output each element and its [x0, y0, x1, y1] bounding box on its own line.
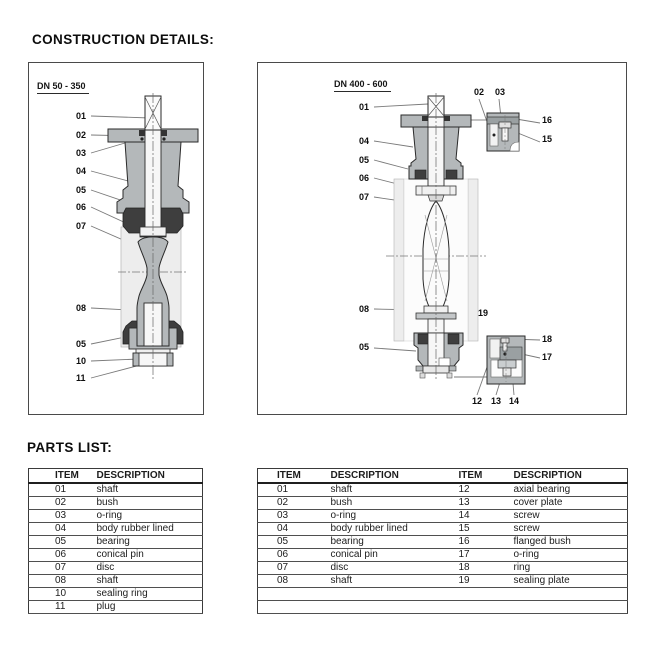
diagram-box-dn-50-350	[28, 62, 204, 415]
callout-label-05: 05	[76, 185, 87, 195]
table-cell: o-ring	[509, 548, 628, 561]
table-cell: o-ring	[95, 509, 203, 522]
callout-label-04: 04	[359, 136, 370, 146]
callout-label-02: 02	[76, 130, 87, 140]
table-cell: screw	[509, 509, 628, 522]
table-cell: shaft	[318, 574, 448, 587]
table-cell	[318, 600, 448, 613]
callout-label-10: 10	[76, 356, 87, 366]
table-row	[29, 548, 203, 561]
table-cell	[318, 587, 448, 600]
table-row	[258, 496, 628, 509]
callout-label-08: 08	[359, 304, 370, 314]
column-header: DESCRIPTION	[318, 469, 448, 483]
table-row	[258, 561, 628, 574]
table-row	[29, 587, 203, 600]
table-cell: body rubber lined	[318, 522, 448, 535]
table-cell: screw	[509, 522, 628, 535]
table-cell: 16	[448, 535, 509, 548]
table-cell: 06	[29, 548, 95, 561]
table-cell: 10	[29, 587, 95, 600]
column-header: ITEM	[29, 469, 95, 483]
table-cell: bearing	[95, 535, 203, 548]
callout-label-16: 16	[542, 115, 553, 125]
parts-table-dn-50-350	[28, 468, 203, 614]
callout-layer-left	[29, 63, 203, 414]
column-header: ITEM	[258, 469, 318, 483]
column-header: DESCRIPTION	[95, 469, 203, 483]
table-cell: disc	[95, 561, 203, 574]
table-row	[258, 483, 628, 497]
callout-label-15: 15	[542, 134, 553, 144]
table-row	[29, 483, 203, 497]
table-cell: disc	[318, 561, 448, 574]
table-cell: sealing plate	[509, 574, 628, 587]
table-row	[29, 561, 203, 574]
table-row	[258, 509, 628, 522]
callout-label-04: 04	[76, 166, 87, 176]
callout-label-07: 07	[76, 221, 87, 231]
table-header-row	[29, 469, 203, 483]
column-header: DESCRIPTION	[509, 469, 628, 483]
table-cell: 04	[29, 522, 95, 535]
table-row	[258, 548, 628, 561]
table-cell: 11	[29, 600, 95, 613]
callout-label-01: 01	[76, 111, 87, 121]
table-cell: shaft	[318, 483, 448, 497]
callout-label-03: 03	[495, 87, 506, 97]
table-row	[258, 535, 628, 548]
table-cell	[258, 600, 318, 613]
diagram-box-dn-400-600	[257, 62, 627, 415]
table-cell: sealing ring	[95, 587, 203, 600]
callout-label-11: 11	[76, 373, 86, 383]
table-cell: bush	[95, 496, 203, 509]
table-cell: bush	[318, 496, 448, 509]
table-header-row	[258, 469, 628, 483]
table-cell: 18	[448, 561, 509, 574]
table-cell: plug	[95, 600, 203, 613]
callout-label-08: 08	[76, 303, 87, 313]
table-cell	[448, 587, 509, 600]
table-cell: ring	[509, 561, 628, 574]
table-cell: 06	[258, 548, 318, 561]
callout-label-06: 06	[359, 173, 370, 183]
table-row	[29, 496, 203, 509]
callout-label-13: 13	[491, 396, 502, 406]
table-row	[29, 535, 203, 548]
table-cell: 08	[258, 574, 318, 587]
table-cell: 05	[29, 535, 95, 548]
callout-label-12: 12	[472, 396, 483, 406]
table-cell: cover plate	[509, 496, 628, 509]
table-cell: conical pin	[318, 548, 448, 561]
callout-label-02: 02	[474, 87, 485, 97]
table-cell: bearing	[318, 535, 448, 548]
table-cell	[448, 600, 509, 613]
table-cell: 02	[258, 496, 318, 509]
table-row	[29, 522, 203, 535]
callout-layer-right	[258, 63, 626, 414]
table-row	[258, 600, 628, 613]
diagram-label-dn-400-600: DN 400 - 600	[334, 79, 391, 92]
callout-label-05: 05	[359, 155, 370, 165]
table-cell: 07	[29, 561, 95, 574]
callout-label-14: 14	[509, 396, 520, 406]
table-cell: 02	[29, 496, 95, 509]
table-cell: 07	[258, 561, 318, 574]
table-row	[258, 522, 628, 535]
parts-table-dn-400-600	[257, 468, 628, 614]
callout-label-01: 01	[359, 102, 370, 112]
table-cell: body rubber lined	[95, 522, 203, 535]
diagram-label-dn-50-350: DN 50 - 350	[37, 81, 89, 94]
table-cell: 01	[29, 483, 95, 497]
table-row	[258, 574, 628, 587]
callout-label-19: 19	[478, 308, 489, 318]
table-cell	[509, 600, 628, 613]
callout-label-05: 05	[76, 339, 87, 349]
table-cell: axial bearing	[509, 483, 628, 497]
table-cell	[509, 587, 628, 600]
table-cell	[258, 587, 318, 600]
callout-label-17: 17	[542, 352, 553, 362]
construction-details-title: CONSTRUCTION DETAILS:	[32, 32, 215, 47]
table-cell: o-ring	[318, 509, 448, 522]
table-cell: 01	[258, 483, 318, 497]
table-cell: shaft	[95, 483, 203, 497]
callout-label-07: 07	[359, 192, 370, 202]
parts-list-title: PARTS LIST:	[27, 440, 113, 455]
table-cell: 13	[448, 496, 509, 509]
callout-label-18: 18	[542, 334, 553, 344]
table-row	[29, 509, 203, 522]
table-cell: 19	[448, 574, 509, 587]
table-cell: 17	[448, 548, 509, 561]
callout-label-05: 05	[359, 342, 370, 352]
table-cell: 03	[29, 509, 95, 522]
table-cell: 14	[448, 509, 509, 522]
table-cell: 08	[29, 574, 95, 587]
table-cell: 15	[448, 522, 509, 535]
table-cell: flanged bush	[509, 535, 628, 548]
table-cell: 12	[448, 483, 509, 497]
callout-label-03: 03	[76, 148, 87, 158]
table-row	[29, 574, 203, 587]
table-cell: 04	[258, 522, 318, 535]
table-row	[258, 587, 628, 600]
table-cell: conical pin	[95, 548, 203, 561]
table-row	[29, 600, 203, 613]
table-cell: 05	[258, 535, 318, 548]
table-cell: 03	[258, 509, 318, 522]
table-cell: shaft	[95, 574, 203, 587]
column-header: ITEM	[448, 469, 509, 483]
callout-label-06: 06	[76, 202, 87, 212]
